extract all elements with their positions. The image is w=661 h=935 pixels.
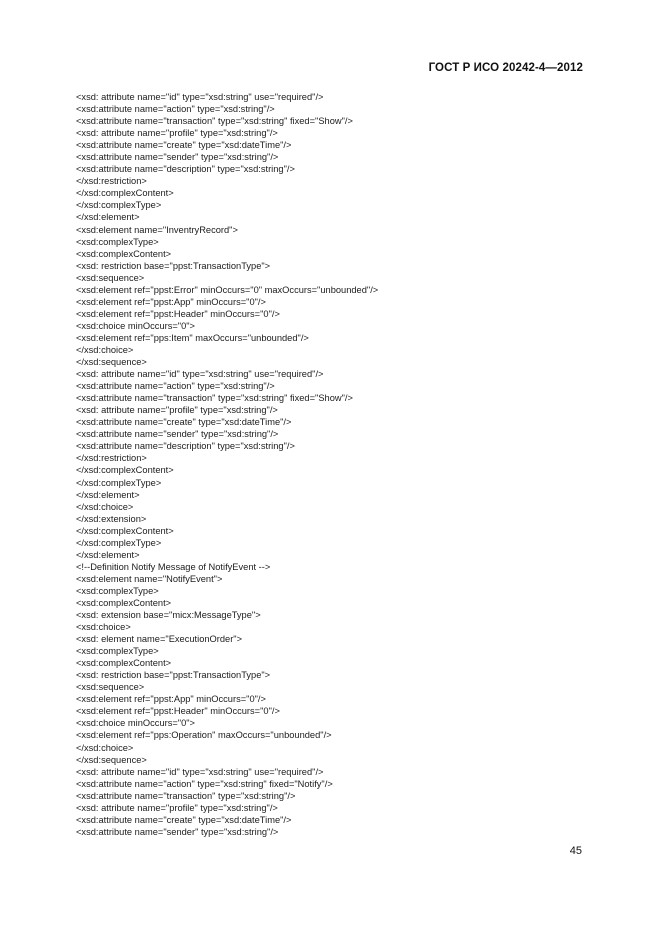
code-line: <xsd:attribute name="create" type="xsd:dateTime"/> [76,814,292,825]
code-line: <xsd:attribute name="sender" type="xsd:string"/> [76,826,279,837]
code-line: <xsd:choice minOccurs="0"> [76,320,195,331]
code-line: </xsd:extension> [76,513,147,524]
code-line: <xsd:complexType> [76,236,159,247]
code-line: <xsd:complexContent> [76,248,172,259]
code-line: <xsd:element ref="pps:Item" maxOccurs="unbounded"/> [76,332,309,343]
code-line: <xsd:attribute name="transaction" type="xsd:string"/> [76,790,296,801]
code-line: <xsd:element ref="ppst:Header" minOccurs="0"/> [76,308,280,319]
code-line: <xsd: attribute name="profile" type="xsd:string"/> [76,128,278,139]
code-line: <xsd: attribute name="profile" type="xsd:string"/> [76,405,278,416]
code-line: <xsd:element name="InventryRecord"> [76,224,238,235]
code-line: <xsd:element ref="ppst:Header" minOccurs="0"/> [76,706,280,717]
code-line: <xsd:attribute name="transaction" type="xsd:string" fixed="Show"/> [76,393,353,404]
code-line: <xsd: attribute name="id" type="xsd:string" use="required"/> [76,92,324,102]
code-line: <xsd:element ref="ppst:Error" minOccurs="0" maxOccurs="unbounded"/> [76,284,379,295]
code-line: </xsd:element> [76,549,140,560]
code-line: <xsd:attribute name="sender" type="xsd:string"/> [76,152,279,163]
code-line: <xsd:element name="NotifyEvent"> [76,573,223,584]
xsd-code-listing [76,91,596,838]
code-line: </xsd:sequence> [76,754,147,765]
code-line: <xsd:attribute name="action" type="xsd:string" fixed="Notify"/> [76,778,333,789]
code-line: <xsd: attribute name="id" type="xsd:string" use="required"/> [76,766,324,777]
code-line: </xsd:element> [76,212,140,223]
code-line: </xsd:complexContent> [76,525,174,536]
code-line: <xsd:attribute name="create" type="xsd:dateTime"/> [76,140,292,151]
code-line: <xsd:attribute name="transaction" type="xsd:string" fixed="Show"/> [76,116,353,127]
code-line: </xsd:complexContent> [76,188,174,199]
code-line: <xsd:attribute name="action" type="xsd:string"/> [76,104,275,115]
code-line: </xsd:complexType> [76,537,162,548]
code-line: <xsd:complexType> [76,646,159,657]
code-line: </xsd:choice> [76,742,134,753]
code-line: </xsd:sequence> [76,357,147,368]
code-line: <xsd:choice> [76,622,131,633]
code-line: <xsd:attribute name="description" type="xsd:string"/> [76,164,295,175]
code-line: <xsd:attribute name="create" type="xsd:dateTime"/> [76,417,292,428]
code-line: <xsd:complexContent> [76,597,172,608]
code-line: <xsd:complexType> [76,585,159,596]
code-line: </xsd:element> [76,489,140,500]
code-line: <xsd: restriction base="ppst:TransactionType"> [76,260,271,271]
code-line: </xsd:restriction> [76,176,147,187]
code-line: <xsd:sequence> [76,272,145,283]
code-line: <!--Definition Notify Message of NotifyEvent --> [76,561,271,572]
code-line: <xsd:attribute name="sender" type="xsd:string"/> [76,429,279,440]
code-line: <xsd: attribute name="profile" type="xsd:string"/> [76,802,278,813]
code-line: <xsd: extension base="micx:MessageType"> [76,610,261,621]
code-line: </xsd:complexType> [76,477,162,488]
page-number: 45 [569,845,582,857]
code-line: <xsd: restriction base="ppst:TransactionType"> [76,670,271,681]
code-line: <xsd:sequence> [76,682,145,693]
code-line: </xsd:complexType> [76,200,162,211]
code-line: <xsd:choice minOccurs="0"> [76,718,195,729]
code-line: <xsd:element ref="ppst:App" minOccurs="0"/> [76,694,266,705]
code-line: <xsd: element name="ExecutionOrder"> [76,634,243,645]
code-line: </xsd:choice> [76,501,134,512]
code-line: <xsd:attribute name="action" type="xsd:string"/> [76,381,275,392]
code-line: <xsd:complexContent> [76,658,172,669]
code-line: </xsd:restriction> [76,453,147,464]
code-line: </xsd:complexContent> [76,465,174,476]
code-line: <xsd: attribute name="id" type="xsd:string" use="required"/> [76,369,324,380]
code-line: </xsd:choice> [76,344,134,355]
standard-designation: ГОСТ Р ИСО 20242-4—2012 [428,62,583,74]
code-line: <xsd:element ref="ppst:App" minOccurs="0"/> [76,296,266,307]
code-line: <xsd:attribute name="description" type="xsd:string"/> [76,441,295,452]
code-line: <xsd:element ref="pps:Operation" maxOccurs="unbounded"/> [76,730,332,741]
